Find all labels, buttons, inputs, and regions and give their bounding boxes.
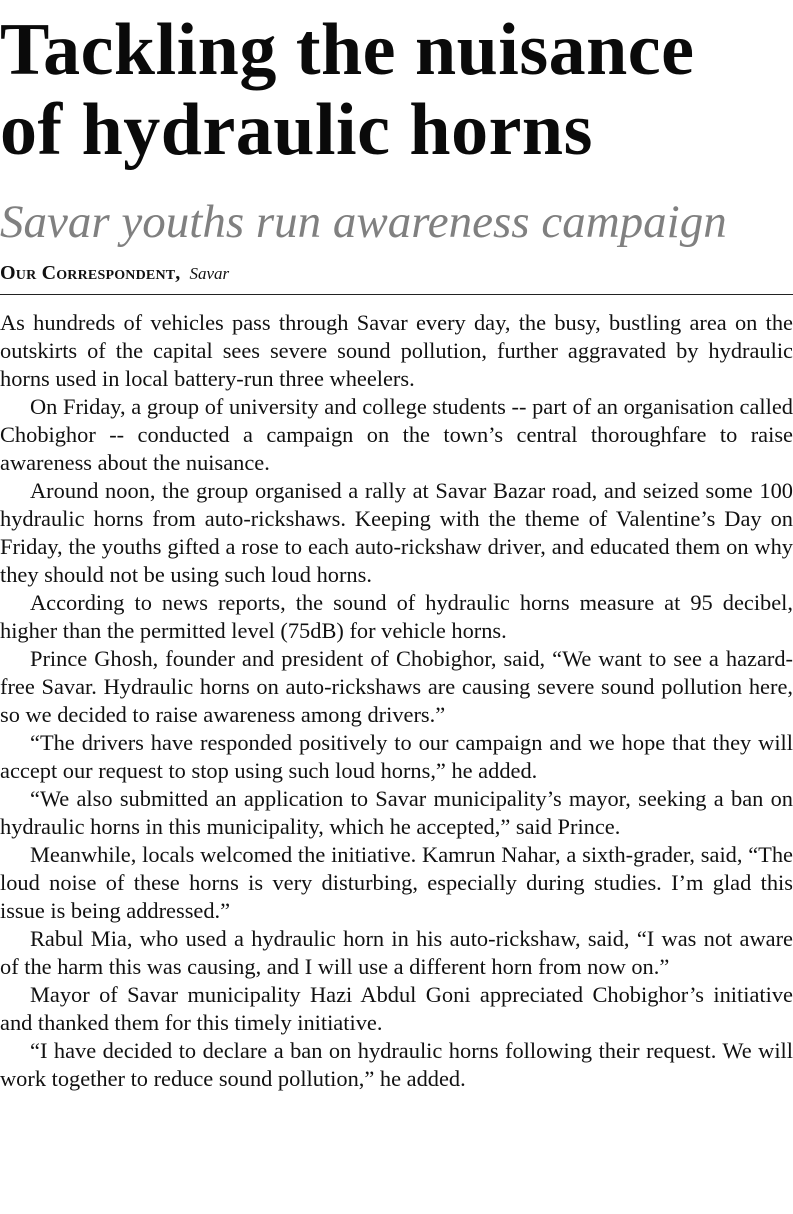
- paragraph: Rabul Mia, who used a hydraulic horn in his auto-rickshaw, said, “I was not aware of the harm this was causing, and I will use a different horn from now on.”: [0, 926, 793, 979]
- paragraph: As hundreds of vehicles pass through Savar every day, the busy, bustling area on the outskirts of the capital sees severe sound pollution, further aggravated by hydraulic horns used in local battery-run three wheelers.: [0, 310, 793, 391]
- paragraph: According to news reports, the sound of hydraulic horns measure at 95 decibel, higher than the permitted level (75dB) for vehicle horns.: [0, 590, 793, 643]
- paragraph: “I have decided to declare a ban on hydraulic horns following their request. We will work together to reduce sound pollution,” he added.: [0, 1038, 793, 1091]
- headline-line-2: of hydraulic horns: [0, 89, 593, 171]
- paragraph: Meanwhile, locals welcomed the initiative. Kamrun Nahar, a sixth-grader, said, “The loud noise of these horns is very disturbing, especially during studies. I’m glad this issue is being addressed.”: [0, 842, 793, 923]
- paragraph: “The drivers have responded positively to our campaign and we hope that they will accept our request to stop using such loud horns,” he added.: [0, 730, 793, 783]
- paragraph: Mayor of Savar municipality Hazi Abdul Goni appreciated Chobighor’s initiative and thanked them for this timely initiative.: [0, 982, 793, 1035]
- divider-rule: [0, 294, 793, 295]
- byline-location: Savar: [189, 264, 230, 283]
- paragraph: On Friday, a group of university and college students -- part of an organisation called Chobighor -- conducted a campaign on the town’s central thoroughfare to raise awareness about the nuisance.: [0, 394, 793, 475]
- headline-line-1: Tackling the nuisance: [0, 9, 695, 91]
- paragraph: Prince Ghosh, founder and president of Chobighor, said, “We want to see a hazard-free Savar. Hydraulic horns on auto-rickshaws are causing severe sound pollution here, so we decided to raise awareness among drivers.”: [0, 646, 793, 727]
- subheadline: Savar youths run awareness campaign: [0, 196, 727, 248]
- headline: [0, 10, 793, 170]
- byline-author: Our Correspondent,: [0, 262, 181, 284]
- byline: [0, 261, 229, 286]
- paragraph: Around noon, the group organised a rally at Savar Bazar road, and seized some 100 hydraulic horns from auto-rickshaws. Keeping with the theme of Valentine’s Day on Friday, the youths gifted a rose to each auto-rickshaw driver, and educated them on why they should not be using such loud horns.: [0, 478, 793, 587]
- article-body: [0, 309, 793, 1093]
- paragraph: “We also submitted an application to Savar municipality’s mayor, seeking a ban on hydraulic horns in this municipality, which he accepted,” said Prince.: [0, 786, 793, 839]
